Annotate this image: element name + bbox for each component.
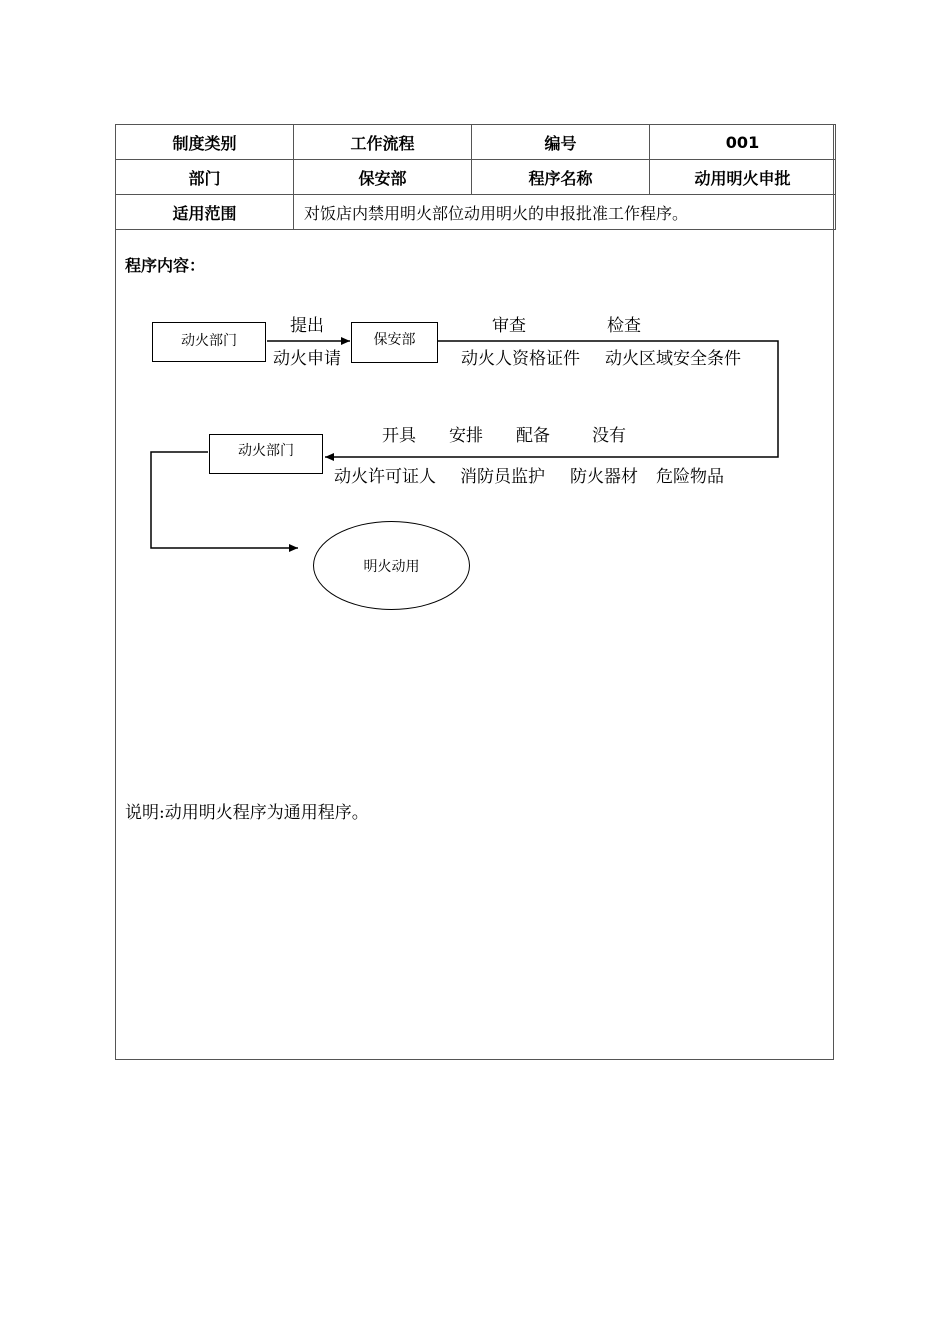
department-value: 保安部 (294, 160, 472, 195)
label-fire-equipment: 防火器材 (570, 467, 638, 487)
note-text: 说明:动用明火程序为通用程序。 (125, 803, 369, 823)
box-fire-dept-1: 动火部门 (152, 322, 266, 362)
label-arrange: 安排 (449, 426, 483, 446)
box-security-dept: 保安部 (351, 322, 438, 363)
scope-value: 对饭店内禁用明火部位动用明火的申报批准工作程序。 (294, 195, 836, 230)
category-value: 工作流程 (294, 125, 472, 160)
scope-label: 适用范围 (116, 195, 294, 230)
content-title: 程序内容： (125, 256, 206, 275)
label-review: 审查 (492, 316, 526, 336)
label-hazardous-items: 危险物品 (656, 467, 724, 487)
label-fire-permit: 动火许可证人 (334, 467, 436, 487)
category-label: 制度类别 (116, 125, 294, 160)
label-operator-credentials: 动火人资格证件 (461, 349, 580, 369)
procedure-name-value: 动用明火申批 (650, 160, 836, 195)
label-equip: 配备 (516, 426, 550, 446)
label-issue: 开具 (382, 426, 416, 446)
label-firefighter-watch: 消防员监护 (460, 467, 545, 487)
label-fire-application: 动火申请 (273, 349, 341, 369)
oval-fire-use (313, 521, 470, 610)
label-none: 没有 (592, 426, 626, 446)
department-label: 部门 (116, 160, 294, 195)
oval-label: 明火动用 (363, 558, 420, 575)
label-area-safety: 动火区域安全条件 (605, 349, 741, 369)
box-fire-dept-2: 动火部门 (209, 434, 323, 474)
procedure-name-label: 程序名称 (472, 160, 650, 195)
label-inspect: 检查 (607, 316, 641, 336)
number-value: 001 (650, 125, 836, 160)
label-submit: 提出 (290, 316, 324, 336)
number-label: 编号 (472, 125, 650, 160)
